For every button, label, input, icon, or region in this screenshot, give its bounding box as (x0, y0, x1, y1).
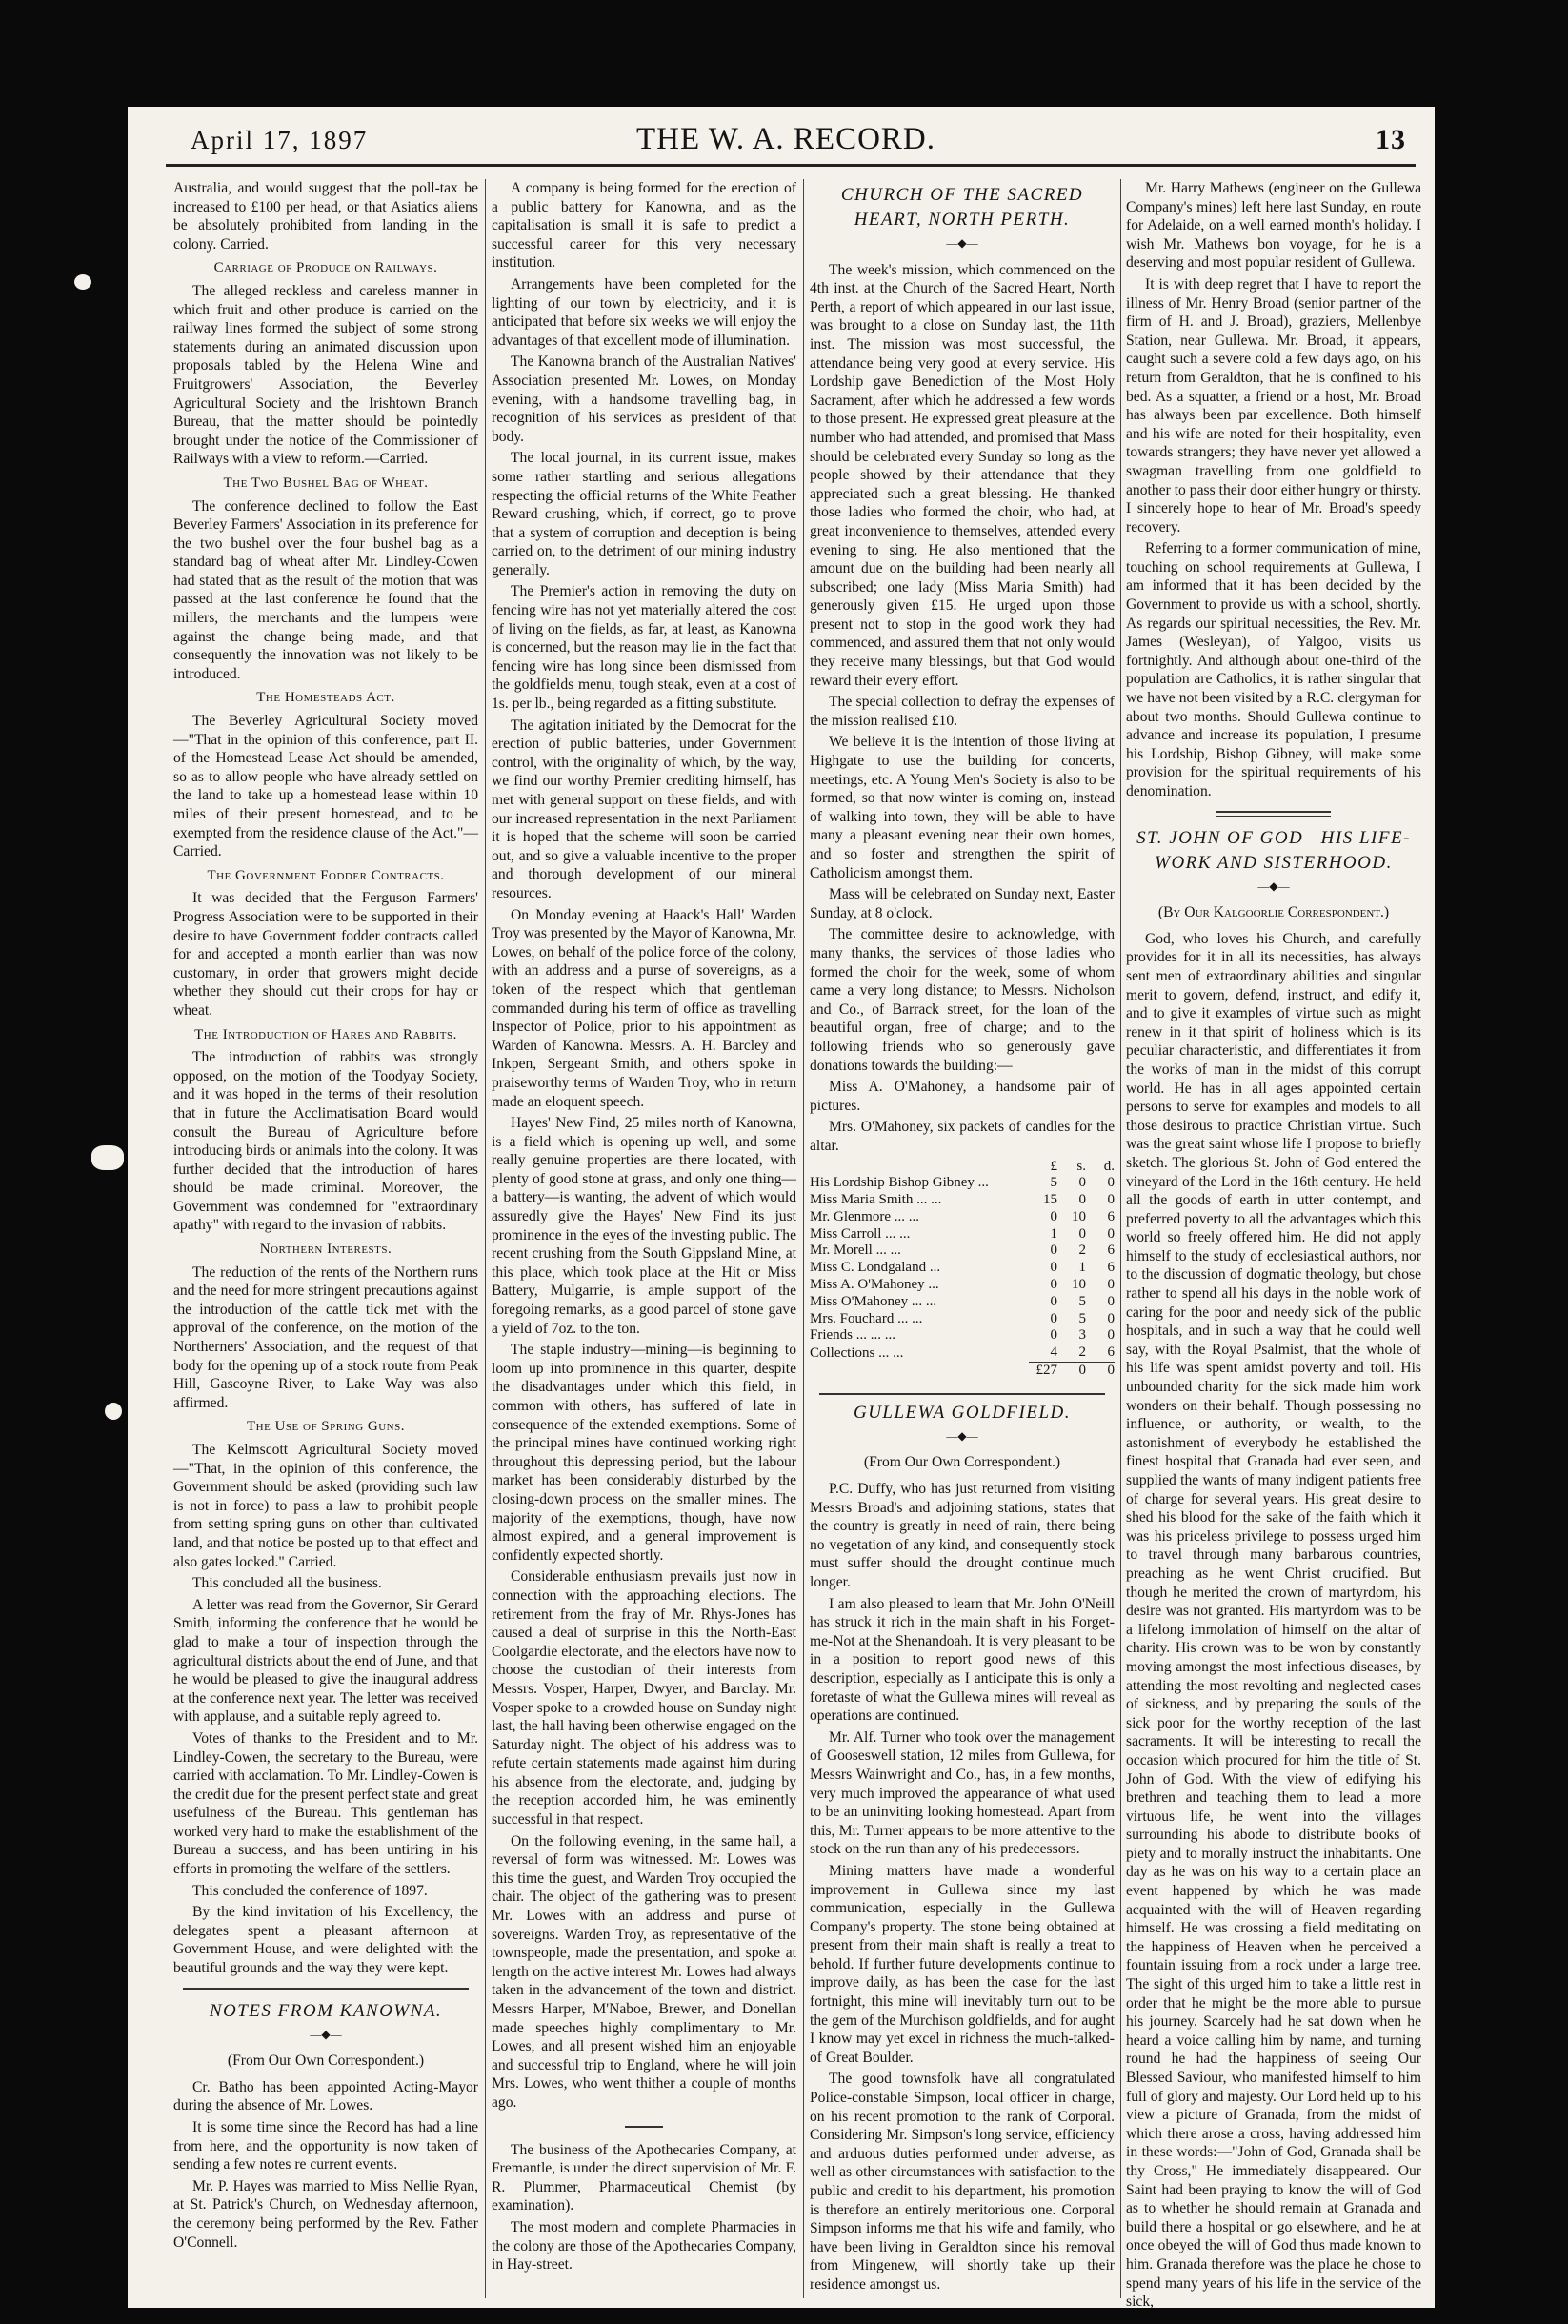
paragraph: The local journal, in its current issue, makes some rather startling and serious allegations respecting the official returns of the White Feather Reward crushing, which, if correct, go to prove that a system of corruption and deception is being carried on, to the detriment of our mining industry generally. (492, 450, 796, 578)
paragraph: P.C. Duffy, who has just returned from visiting Messrs Broad's and adjoining stations, states that the country is greatly in need of rain, there being no vegetation of any kind, and consequently stock must suffer should the drought continue much longer. (810, 1481, 1115, 1591)
byline: (By Our Kalgoorlie Correspondent.) (1157, 904, 1390, 921)
total-pounds: £27 (1029, 1363, 1057, 1380)
section-rule (1216, 811, 1331, 817)
paragraph: This concluded the conference of 1897. (192, 1882, 428, 1899)
page-header (156, 120, 1416, 162)
margin-mark (105, 1403, 122, 1420)
table-row (810, 1175, 1115, 1192)
table-header: d. (1103, 1158, 1115, 1174)
paragraph: The Kelmscott Agricultural Society moved—"That, in the opinion of this conference, the Government should be asked (providing such law is not in force) to pass a law to prohibit people from setting spring guns on other than cultivated land, and that notice be posted up to that effect and also gates locked." Carried. (173, 1442, 478, 1570)
pence: 6 (1107, 1208, 1115, 1224)
pence: 0 (1107, 1225, 1115, 1242)
paragraph: Considerable enthusiasm prevails just now in connection with the approaching elections. The retirement from the fray of Mr. Rhys-Jones has caused a deal of surprise in this the North-East Coolgardie electorate, and the electors have now to choose the custodian of their interests from Messrs. Vosper, Harper, Dwyer, and Barclay. Mr. Vosper spoke to a crowded house on Sunday night last, the hall having been otherwise engaged on the Saturday night. The object of his address was to refute certain statements made against him during his absence from the electorate, and, judging by the reception accorded him, he was eminently successful in that respect. (492, 1568, 796, 1829)
pence: 0 (1107, 1327, 1115, 1344)
total-shillings: 0 (1057, 1363, 1086, 1380)
paragraph: Mr. Alf. Turner who took over the management of Gooseswell station, 12 miles from Gullewa, for Messrs Wainwright and Co., has, in a few months, very much improved the appearance of what used to be an uninviting looking homestead. Apart from this, Mr. Turner appears to be more attentive to the stock on the run than any of his predecessors. (810, 1728, 1115, 1858)
pence: 0 (1107, 1310, 1115, 1326)
column-3 (810, 179, 1115, 2297)
donor: Miss O'Mahoney ... ... (810, 1293, 937, 1309)
pounds: 0 (1050, 1277, 1057, 1293)
byline: (From Our Own Correspondent.) (227, 2052, 425, 2070)
article-title: CHURCH OF THE SACRED HEART, NORTH PERTH. (840, 185, 1084, 230)
column-divider (485, 179, 486, 2298)
section-rule (625, 2126, 663, 2128)
paragraph: The business of the Apothecaries Company, at Fremantle, is under the direct supervision of Mr. F. R. Plummer, Pharmaceutical Chemist (by examination). (492, 2141, 796, 2214)
ornament: —◆— (946, 1428, 978, 1443)
header-rule (166, 164, 1416, 167)
shillings: 2 (1078, 1243, 1086, 1259)
table-row (810, 1243, 1115, 1260)
donor: Miss Maria Smith ... ... (810, 1192, 942, 1208)
paragraph: A letter was read from the Governor, Sir Gerard Smith, informing the conference that he would be glad to make a tour of inspection through the agricultural districts about the end of June, and that he would be pleased to give the inaugural address at the conference next year. The letter was received with applause, and a suitable reply agreed to. (173, 1596, 479, 1726)
margin-mark (74, 274, 91, 290)
article-title: GULLEWA GOLDFIELD. (853, 1402, 1071, 1423)
pounds: 4 (1050, 1344, 1057, 1361)
paragraph: It is some time since the Record has had a line from here, and the opportunity is now taken of sending a few notes re current events. (173, 2119, 478, 2173)
paragraph: On the following evening, in the same hall, a reversal of form was witnessed. Mr. Lowes was this time the guest, and Warden Troy occupied the chair. The object of the gathering was to present Mr. Lowes with an address and purse of sovereigns. Warden Troy, as representative of the townspeople, made the presentation, and spoke at length on the active interest Mr. Lowes had always taken in the advancement of the town and district. Messrs Harper, M'Naboe, Brewer, and Donellan made speeches highly complimentary to Mr. Lowes, and all present wished him an enjoyable and successful trip to England, where he will join Mrs. Lowes, who went thither a couple of months ago. (492, 1832, 796, 2111)
shillings: 0 (1078, 1175, 1086, 1191)
table-row (810, 1260, 1115, 1277)
pence: 0 (1107, 1277, 1115, 1293)
donor: Mr. Glenmore ... ... (810, 1208, 919, 1224)
paragraph: The alleged reckless and careless manner in which fruit and other produce is carried on the railway lines formed the subject of some strong statements during an animated discussion upon proposals tabled by the Helena Wine and Fruitgrowers' Association, the Beverley Agricultural Society and the Irishtown Branch Bureau, that the matter should be pointedly brought under the notice of the Commissioner of Railways with a view to reform.—Carried. (173, 282, 478, 468)
shillings: 0 (1078, 1225, 1086, 1242)
paragraph: The Premier's action in removing the duty on fencing wire has not yet materially altered the cost of living on the fields, as far, at least, as Kanowna is concerned, but the reason may lie in the fact that fencing wire has long since been dismissed from the goldfields menu, tough steak, even at a cost of 1s. per lb., being regarded as a fitting substitute. (492, 583, 796, 713)
paragraph: The most modern and complete Pharmacies in the colony are those of the Apothecaries Company, in Hay-street. (492, 2218, 796, 2273)
section-heading: The Homesteads Act. (256, 690, 395, 706)
pounds: 15 (1043, 1192, 1057, 1208)
paragraph: Mr. P. Hayes was married to Miss Nellie Ryan, at St. Patrick's Church, on Wednesday afternoon, the ceremony being performed by the Rev. Father O'Connell. (173, 2177, 478, 2251)
shillings: 10 (1072, 1277, 1086, 1293)
paragraph: Mr. Harry Mathews (engineer on the Gullewa Company's mines) left here last Sunday, en route for Adelaide, on a well earned month's holiday. I wish Mr. Mathews bon voyage, for he is a deserving and most popular resident of Gullewa. (1126, 180, 1421, 272)
donor: Miss Carroll ... ... (810, 1225, 911, 1242)
paragraph: God, who loves his Church, and carefully provides for it in all its necessities, has always sent men of extraordinary abilities and singular merit to govern, defend, instruct, and edify it, and to give it examples of virtue such as might renew in it that spirit of holiness which is its peculiar characteristic, and differentiates it from the works of man in the midst of this corrupt world. He has in all ages appointed certain persons to serve for examples and models to all those desirous to practice Christian virtue. Such was the great saint whose life I propose to briefly sketch. The glorious St. John of God entered the vineyard of the Lord in the 16th century. He held all the goods of earth in utter contempt, and preferred poverty to all the advantages which this world so freely offered him. He did not apply himself to the study of ecclesiastical authors, nor to the discussion of dogmatic theology, but chose rather to spend all his days in the noble work of caring for the poor and needy sick of the public hospitals, and in such a way that he could well say, with the Royal Psalmist, that the whole of his life was spent amidst poverty and toil. His unbounded charity for the sick made him work wonders on their behalf. Though possessing no influence, or authority, or wealth, to the astonishment of everybody he established the finest hospital that Granada had ever seen, and supplied the wants of many indigent patients free of charge for several years. His great desire to shed his blood for the sake of the faith which it was his priceless privilege to possess urged him to travel through many barbarous countries, preaching as he went Christ crucified. But though he merited the crown of martyrdom, his desire was not granted. His martyrdom was to be a lifelong immolation of himself on the altar of charity. His crown was to be won by constantly moving amongst the most infectious diseases, by attending the most revolting and neglected cases of sickness, and by preparing the souls of the sick poor for the worthy reception of the last sacraments. It will be interesting to recall the occasion which procured for him the title of St. John of God. With the view of edifying his brethren and teaching them to lead a more virtuous life, he went into the villages surrounding his abode to distribute books of piety and to morally instruct the inhabitants. One day as he was on his way to a certain place an event happened by which he was made acquainted with the will of Heaven regarding himself. He was crossing a field meditating on the happiness of Heaven when he perceived a fountain issuing from a rock under a large tree. The sight of this urged him to take a little rest in order that he might be the more able to pursue his journey. Scarcely had he sat down when he heard a voice calling him by name, and turning round he had the happiness of seeing Our Blessed Saviour, who manifested himself to him full of glory and majesty. Our Lord held up to his view a picture of Granada, from the midst of which there arose a cross, having addressed him in these words:—"John of God, Granada shall be thy Cross," He immediately disappeared. Our Saint had been praying to know the will of God as to whether he should remain at Granada and build there a hospital or go elsewhere, and he at once obeyed the will of God thus made known to him. Granada therefore was the place he chose to spend many years of his life in the service of the sick, (1126, 930, 1421, 2311)
pounds: 1 (1050, 1225, 1057, 1242)
donor: Miss C. Londgaland ... (810, 1260, 941, 1276)
paragraph: On Monday evening at Haack's Hall' Warden Troy was presented by the Mayor of Kanowna, Mr. Lowes, on behalf of the police force of the colony, with an address and a purse of sovereigns, as a token of the respect which that gentleman commanded during his term of office as travelling Inspector of Police, prior to his appointment as Warden of Kanowna. Messrs. A. H. Barcley and Inkpen, Sergeant Smith, and others spoke in praiseworthy terms of Warden Troy, who in return made an eloquent speech. (492, 906, 796, 1110)
paragraph: The introduction of rabbits was strongly opposed, on the motion of the Toodyay Society, and it was hoped in the terms of their resolution that in future the Acclimatisation Board would consult the Bureau of Agriculture before introducing birds or animals into the colony. It was further decided that the introduction of hares should be made criminal. Moreover, the Government was condemned for "extraordinary apathy" with regard to the invasion of rabbits. (173, 1049, 478, 1234)
table-row (810, 1311, 1115, 1328)
paragraph: The agitation initiated by the Democrat for the erection of public batteries, under Government control, with the originality of which, by the way, we find our worthy Premier crediting himself, has met with general support on these fields, and with our increased representation in the next Parliament it is hoped that the scheme will soon be carried out, and so give a valuable incentive to the proper and thorough development of our mineral resources. (492, 717, 796, 901)
paragraph: The special collection to defray the expenses of the mission realised £10. (810, 694, 1115, 729)
column-4 (1126, 179, 1421, 2314)
paragraph: The good townsfolk have all congratulated Police-constable Simpson, local officer in charge, on his recent promotion to the rank of Corporal. Considering Mr. Simpson's long service, efficiency and arduous duties performed under adverse, as well as other circumstances with satisfaction to the public and credit to his department, his promotion is therefore an entirely meritorious one. Corporal Simpson informs me that his wife and family, who have been living in Geraldton since his removal from Mingenew, will shortly take up their residence amongst us. (810, 2071, 1115, 2293)
donor: Mr. Morell ... ... (810, 1243, 901, 1259)
section-heading: Carriage of Produce on Railways. (213, 260, 438, 276)
shillings: 10 (1072, 1208, 1086, 1224)
shillings: 5 (1078, 1310, 1086, 1326)
page-number: 13 (1376, 124, 1406, 155)
pounds: 0 (1050, 1208, 1057, 1224)
paragraph: Hayes' New Find, 25 miles north of Kanowna, is a field which is opening up well, and some really genuine properties are there located, with plenty of good stone at grass, and only one thing—a battery—is wanting, the advent of which would assuredly give the Hayes' New Find its just prominence in the eyes of the investing public. The recent crushing from the South Gippsland Mine, at this place, which took place at the Hit or Miss Battery, Mulgarrie, is ample support of the foregoing remarks, as a good parcel of stone gave a yield of 7oz. to the ton. (492, 1115, 796, 1337)
section-heading: The Use of Spring Guns. (247, 1419, 405, 1435)
paragraph: Referring to a former communication of mine, touching on school requirements at Gullewa, I am informed that it has been decided by the Government to provide us with a school, shortly. As regards our spiritual necessities, the Rev. Mr. James (Wesleyan), of Yalgoo, visits us fortnightly. And although about one-third of the population are Catholics, it is rather singular that we have not been visited by a R.C. clergyman for about two months. Should Gullewa continue to advance and increase its population, I presume his Lordship, Bishop Gibney, will make some provision for the spiritual requirements of his denomination. (1126, 540, 1421, 799)
paragraph: It is with deep regret that I have to report the illness of Mr. Henry Broad (senior partner of the firm of H. and J. Broad), graziers, Mellenbye Station, near Gullewa. Mr. Broad, it appears, caught such a severe cold a few days ago, on his return from Geraldton, that he is confined to his bed. As a squatter, a friend or a host, Mr. Broad has always been par excellence. Both himself and his wife are noted for their hospitality, even towards strangers; they have never yet allowed a swagman travelling from one goldfield to another to pass their door either hungry or thirsty. I sincerely hope to hear of Mr. Broad's speedy recovery. (1126, 275, 1421, 536)
table-row (810, 1344, 1115, 1362)
pounds: 0 (1050, 1310, 1057, 1326)
masthead-title: THE W. A. RECORD. (635, 122, 936, 156)
paragraph: Australia, and would suggest that the poll-tax be increased to £100 per head, or that Asiatics aliens be absolutely prohibited from landing in the colony. Carried. (173, 180, 478, 253)
paragraph: The reduction of the rents of the Northern runs and the need for more stringent precautions against the introduction of the cattle tick met with the approval of the conference, on the motion of the Northerners' Association, and the request of that body for the opening up of a stock route from Peak Hill, Gascoyne River, to Lake Way was also affirmed. (173, 1263, 478, 1411)
byline: (From Our Own Correspondent.) (863, 1454, 1061, 1471)
pence: 0 (1107, 1175, 1115, 1191)
donations-table (810, 1159, 1115, 1380)
pence: 6 (1107, 1344, 1115, 1361)
total-pence: 0 (1086, 1363, 1115, 1380)
table-row (810, 1209, 1115, 1226)
table-row (810, 1294, 1115, 1311)
paragraph: A company is being formed for the erection of a public battery for Kanowna, and as the capitalisation is small it is safe to predict a successful career for this very necessary institution. (492, 180, 796, 272)
paragraph: The committee desire to acknowledge, with many thanks, the services of those ladies who formed the choir for the week, some of whom came a very long distance; to Messrs. Nicholson and Co., of Barrack street, for the loan of the beautiful organ, free of charge; and to the following friends who so generously gave donations towards the building:— (810, 926, 1115, 1074)
paragraph: The Beverley Agricultural Society moved—"That in the opinion of this conference, part II. of the Homestead Lease Act should be amended, so as to allow people who have already settled on the land to take up a homestead lease within 10 miles of their present homestead, and to be exempted from the residence clause of the Act."—Carried. (173, 713, 478, 860)
article-title: ST. JOHN OF GOD—HIS LIFE-WORK AND SISTERHOOD. (1136, 827, 1411, 873)
column-divider (803, 179, 804, 2298)
donor: Miss A. O'Mahoney ... (810, 1277, 939, 1293)
paragraph: Mrs. O'Mahoney, six packets of candles for the altar. (810, 1119, 1115, 1154)
column-2 (492, 179, 796, 2277)
newspaper-page (128, 107, 1435, 2311)
table-row (810, 1192, 1115, 1209)
paragraph: Cr. Batho has been appointed Acting-Mayor during the absence of Mr. Lowes. (173, 2078, 478, 2114)
pence: 0 (1107, 1192, 1115, 1208)
shillings: 3 (1078, 1327, 1086, 1344)
paragraph: Mining matters have made a wonderful improvement in Gullewa since my last communication, especially in the Gullewa Company's property. The stone being obtained at present from their main shaft is really a treat to behold. If further future developments continue to improve daily, as has been the case for the last fortnight, this mine will inevitably turn out to be the gem of the Murchison goldfields, and for aught I know may yet excel in richness the much-talked-of Great Boulder. (810, 1862, 1115, 2066)
column-1 (173, 179, 478, 2254)
shillings: 5 (1078, 1293, 1086, 1309)
donor: Friends ... ... ... (810, 1327, 895, 1344)
ornament: —◆— (1257, 879, 1290, 893)
pence: 0 (1107, 1293, 1115, 1309)
table-row (810, 1327, 1115, 1344)
paragraph: Votes of thanks to the President and to Mr. Lindley-Cowen, the secretary to the Bureau, were carried with acclamation. To Mr. Lindley-Cowen is the credit due for the present perfect state and great usefulness of the Bureau. This gentleman has worked very hard to make the establishment of the Bureau a success, and has been untiring in his efforts in promoting the welfare of the settlers. (173, 1729, 478, 1878)
paragraph: The week's mission, which commenced on the 4th inst. at the Church of the Sacred Heart, North Perth, a report of which appeared in our last issue, was brought to a close on Sunday last, the 11th inst. The mission was most successful, the attendance being very good at every service. His Lordship gave Benediction of the Most Holy Sacrament, after which he addressed a few words to those present. He expressed great pleasure at the number who had attended, and promised that Mass should be celebrated every Sunday so long as the people showed by their attendance that they appreciated such a great blessing. He thanked those ladies who formed the choir, who had, at great inconvenience to themselves, attended every evening to sing. He also mentioned that the amount due on the building had been nearly all subscribed; one lady (Miss Maria Smith) had generously given £15. He urged upon those present not to stop in the good work they had commenced, and assured them that not only would they receive many blessings, but that God would reward their every effort. (810, 261, 1115, 689)
pounds: 0 (1050, 1243, 1057, 1259)
section-rule (819, 1393, 1105, 1395)
article-title: NOTES FROM KANOWNA. (209, 2000, 443, 2021)
total-row (810, 1363, 1115, 1380)
shillings: 0 (1078, 1192, 1086, 1208)
donor: Mrs. Fouchard ... ... (810, 1310, 923, 1326)
section-rule (183, 1988, 469, 1990)
pence: 6 (1107, 1260, 1115, 1276)
paragraph: The Kanowna branch of the Australian Natives' Association presented Mr. Lowes, on Monday evening, with a handsome travelling bag, in recognition of his services as president of that body. (492, 354, 796, 445)
margin-mark (91, 1145, 124, 1170)
pounds: 5 (1050, 1175, 1057, 1191)
ornament: —◆— (946, 236, 978, 250)
pounds: 0 (1050, 1293, 1057, 1309)
pounds: 0 (1050, 1260, 1057, 1276)
issue-date: April 17, 1897 (191, 126, 369, 154)
pence: 6 (1107, 1243, 1115, 1259)
paragraph: By the kind invitation of his Excellency, the delegates spent a pleasant afternoon at Government House, and were delighted with the beautiful grounds and the way they were kept. (173, 1904, 478, 1977)
table-header: s. (1076, 1158, 1086, 1174)
section-heading: The Two Bushel Bag of Wheat. (223, 475, 429, 491)
shillings: 2 (1078, 1344, 1086, 1361)
paragraph: The conference declined to follow the East Beverley Farmers' Association in its preference for the two bushel over the four bushel bag as a standard bag of wheat after Mr. Lindley-Cowen had stated that as the result of the motion that was passed at the last conference he found that the millers, the merchants and the lumpers were against the change being made, and that consequently the innovation was not likely to be introduced. (173, 497, 478, 682)
paragraph: This concluded all the business. (192, 1575, 382, 1592)
paragraph: I am also pleased to learn that Mr. John O'Neill has struck it rich in the main shaft in his Forget-me-Not at the Shenandoah. It is very pleasant to be in a position to report good news of this description, especially as I anticipate this is only a foretaste of what the Gullewa mines will reveal as operations are continued. (810, 1595, 1115, 1725)
ornament: —◆— (310, 2027, 342, 2041)
table-row (810, 1226, 1115, 1243)
table-header-row (810, 1159, 1115, 1176)
paragraph: Miss A. O'Mahoney, a handsome pair of pictures. (810, 1079, 1115, 1114)
paragraph: Arrangements have been completed for the lighting of our town by electricity, and it is anticipated that before six weeks we will enjoy the advantages of that excellent mode of illumination. (492, 275, 796, 349)
table-header: £ (1050, 1158, 1057, 1174)
table-header (810, 1159, 1029, 1176)
pounds: 0 (1050, 1327, 1057, 1344)
shillings: 1 (1078, 1260, 1086, 1276)
donor: His Lordship Bishop Gibney ... (810, 1175, 989, 1191)
section-heading: Northern Interests. (259, 1242, 392, 1258)
section-heading: The Government Fodder Contracts. (207, 867, 445, 883)
donor: Collections ... ... (810, 1344, 904, 1361)
paragraph: It was decided that the Ferguson Farmers' Progress Association were to be supported in their desire to have Government fodder contracts called for and accepted a month earlier than was now customary, in order that growers might decide whether they should cut their crops for hay or wheat. (173, 890, 478, 1019)
table-row (810, 1277, 1115, 1294)
column-divider (1120, 179, 1121, 2298)
paragraph: The staple industry—mining—is beginning to loom up into prominence in this quarter, despite the disadvantages under which this field, in common with others, has suffered of late in consequence of the extended exemptions. Some of the principal mines have continued working right throughout this depressing period, but the labour market has been considerably disturbed by the closing-down process on the smaller mines. The majority of the exemptions, though, have now almost expired, and a general improvement is confidently expected shortly. (492, 1342, 796, 1564)
paragraph: Mass will be celebrated on Sunday next, Easter Sunday, at 8 o'clock. (810, 886, 1115, 921)
section-heading: The Introduction of Hares and Rabbits. (194, 1026, 457, 1042)
paragraph: We believe it is the intention of those living at Highgate to use the building for concerts, meetings, etc. A Young Men's Society is also to be formed, so that now winter is coming on, instead of walking into town, they will be able to have many a pleasant evening near their own homes, and so foster and strengthen the spirit of Catholicism amongst them. (810, 734, 1115, 881)
